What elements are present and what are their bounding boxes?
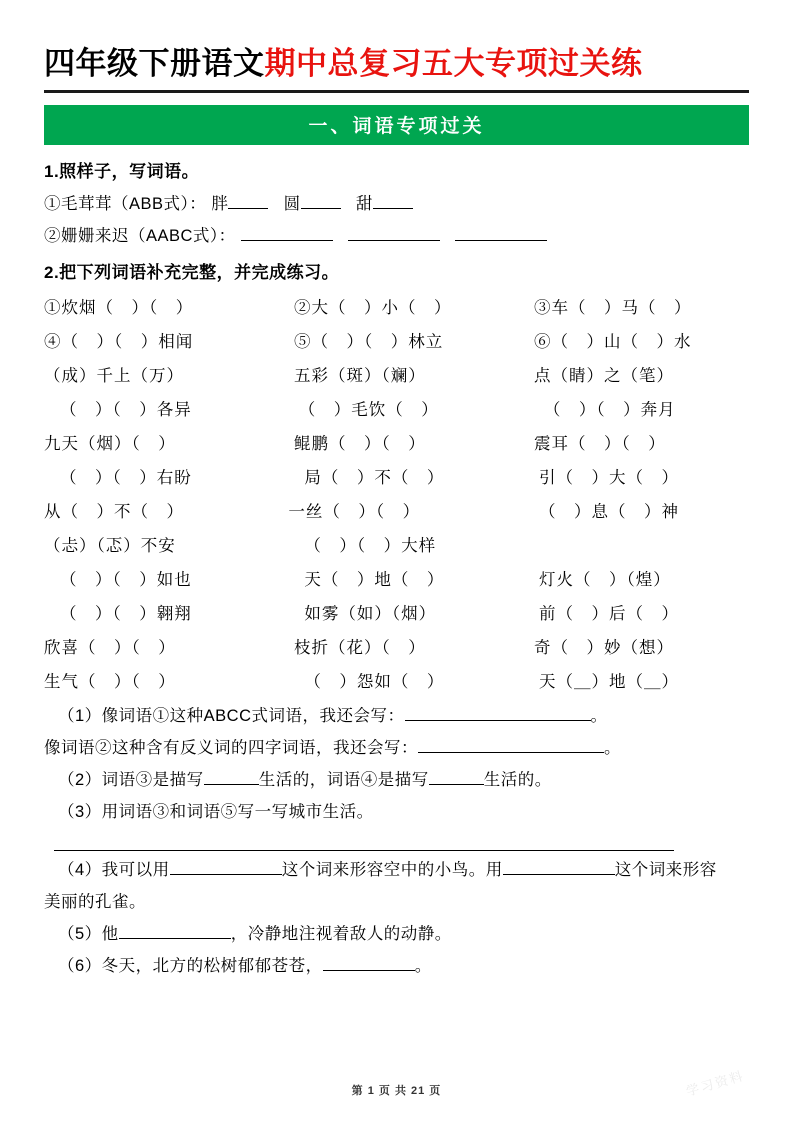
word-grid — [44, 291, 754, 699]
word-grid-row — [44, 665, 754, 699]
word-cell: 前（ ）后（ ） — [538, 605, 679, 623]
word-cell: 天（ ）地（ ） — [304, 571, 445, 589]
sub-4-blank-2[interactable] — [503, 874, 615, 875]
sub-6-pre: （6）冬天，北方的松树郁郁苍苍， — [58, 957, 323, 975]
word-cell: 九天（烟）（ ） — [44, 435, 176, 453]
section-banner: 一、词语专项过关 — [44, 105, 749, 145]
sub-2-mid: 生活的，词语④是描写 — [258, 771, 429, 789]
word-grid-row — [44, 597, 754, 631]
word-cell: （ ）怨如（ ） — [304, 673, 445, 691]
sub-6-end: 。 — [414, 957, 432, 975]
sub-question-3: （3）用词语③和词语⑤写一写城市生活。 — [58, 803, 374, 821]
sub-2-end: 生活的。 — [483, 771, 552, 789]
sub-question-2 — [44, 765, 753, 795]
sub-2-pre: （2）词语③是描写 — [58, 771, 204, 789]
q1-item1-prefix: ①毛茸茸（ABB式）： — [44, 195, 207, 213]
q1-blank-6[interactable] — [455, 240, 547, 241]
question-1-item-1 — [44, 190, 753, 214]
word-grid-row — [44, 631, 754, 665]
sub-1a-blank[interactable] — [405, 720, 591, 721]
page-footer: 第 1 页 共 21 页 — [351, 1085, 442, 1097]
word-cell: （ ）（ ）奔月 — [543, 401, 676, 419]
sub-6-blank[interactable] — [323, 970, 415, 971]
word-cell: ⑤（ ）（ ）林立 — [294, 333, 444, 351]
sub-1a-end: 。 — [590, 707, 608, 725]
word-cell: ④（ ）（ ）相闻 — [44, 333, 194, 351]
word-grid-row — [44, 291, 754, 325]
sub-question-5 — [44, 919, 753, 949]
word-cell: （ ）毛饮（ ） — [298, 401, 439, 419]
q1-blank-1[interactable] — [228, 208, 268, 209]
sub-4-pre: （4）我可以用 — [58, 861, 170, 879]
sub-5-end: ，冷静地注视着敌人的动静。 — [230, 925, 452, 943]
sub-question-1b — [44, 733, 753, 763]
q1-item1-word-1: 胖 — [211, 195, 229, 213]
word-cell: （ ）（ ）如也 — [60, 571, 192, 589]
word-cell — [539, 529, 754, 563]
word-cell: 灯火（ ）（煌） — [538, 571, 671, 589]
sub-question-4-cont: 美丽的孔雀。 — [44, 893, 146, 911]
word-cell: 奇（ ）妙（想） — [534, 639, 674, 657]
word-grid-row — [44, 359, 754, 393]
page-title-black: 四年级下册语文 — [44, 46, 265, 81]
q1-blank-2[interactable] — [301, 208, 341, 209]
word-cell: 如雾（如）（烟） — [304, 605, 437, 623]
word-cell: 震耳（ ）（ ） — [534, 435, 666, 453]
word-cell: 一丝（ ）（ ） — [288, 503, 421, 521]
sub-4-blank-1[interactable] — [170, 874, 282, 875]
word-cell: （忐）（忑）不安 — [44, 537, 176, 555]
sub-5-pre: （5）他 — [58, 925, 119, 943]
word-cell: ③车（ ）马（ ） — [534, 299, 692, 317]
sub-1a-text: （1）像词语①这种ABCC式词语，我还会写： — [58, 707, 405, 725]
word-grid-row — [44, 325, 754, 359]
word-cell: （ ）（ ）大样 — [304, 537, 437, 555]
q1-blank-3[interactable] — [373, 208, 413, 209]
word-cell: 生气（ ）（ ） — [44, 673, 176, 691]
word-grid-row — [44, 563, 754, 597]
word-cell: 点（睛）之（笔） — [534, 367, 674, 385]
sub-question-6 — [44, 951, 753, 981]
word-cell: （ ）（ ）右盼 — [60, 469, 192, 487]
word-cell: ⑥（ ）山（ ）水 — [534, 333, 692, 351]
sub-question-4 — [44, 855, 753, 885]
word-cell: 引（ ）大（ ） — [538, 469, 679, 487]
sub-2-blank-2[interactable] — [429, 784, 484, 785]
q1-blank-5[interactable] — [348, 240, 440, 241]
word-grid-row — [44, 529, 754, 563]
word-cell: （ ）息（ ）神 — [538, 503, 679, 521]
answer-rule-line[interactable] — [54, 849, 674, 851]
word-cell: 五彩（斑）（斓） — [294, 367, 426, 385]
sub-1b-blank[interactable] — [418, 752, 604, 753]
watermark: 学习资料 — [684, 1067, 747, 1099]
word-cell: 欣喜（ ）（ ） — [44, 639, 176, 657]
word-cell: 天（＿）地（＿） — [538, 673, 679, 691]
q1-item2-prefix: ②姗姗来迟（AABC式）： — [44, 227, 236, 245]
word-grid-row — [44, 461, 754, 495]
word-cell: （ ）（ ）各异 — [60, 401, 192, 419]
word-cell: （ ）（ ）翱翔 — [60, 605, 192, 623]
sub-1b-end: 。 — [604, 739, 621, 757]
word-cell: 鲲鹏（ ）（ ） — [294, 435, 426, 453]
q1-item1-word-2: 圆 — [283, 195, 301, 213]
word-grid-row — [44, 427, 754, 461]
word-grid-row — [44, 393, 754, 427]
question-1-item-2 — [44, 222, 753, 246]
word-cell: （成）千上（万） — [44, 367, 184, 385]
word-cell: ①炊烟（ ）（ ） — [44, 299, 194, 317]
sub-1b-text: 像词语②这种含有反义词的四字词语，我还会写： — [44, 739, 418, 757]
sub-4-post: 这个词来形容 — [614, 861, 717, 879]
q1-item1-word-3: 甜 — [355, 195, 373, 213]
sub-5-blank[interactable] — [119, 938, 231, 939]
word-grid-row — [44, 495, 754, 529]
sub-question-1a — [44, 701, 753, 731]
word-cell: ②大（ ）小（ ） — [294, 299, 452, 317]
page-title-red: 期中总复习五大专项过关练 — [264, 46, 643, 81]
title-divider — [44, 90, 749, 93]
question-2-heading: 2.把下列词语补充完整，并完成练习。 — [44, 263, 340, 282]
sub-2-blank-1[interactable] — [204, 784, 259, 785]
sub-4-mid: 这个词来形容空中的小鸟。用 — [281, 861, 503, 879]
word-cell: 从（ ）不（ ） — [44, 503, 184, 521]
word-cell: 局（ ）不（ ） — [304, 469, 445, 487]
page-title — [44, 38, 753, 83]
word-cell: 枝折（花）（ ） — [294, 639, 426, 657]
question-1-heading: 1.照样子，写词语。 — [44, 162, 200, 181]
q1-blank-4[interactable] — [241, 240, 333, 241]
